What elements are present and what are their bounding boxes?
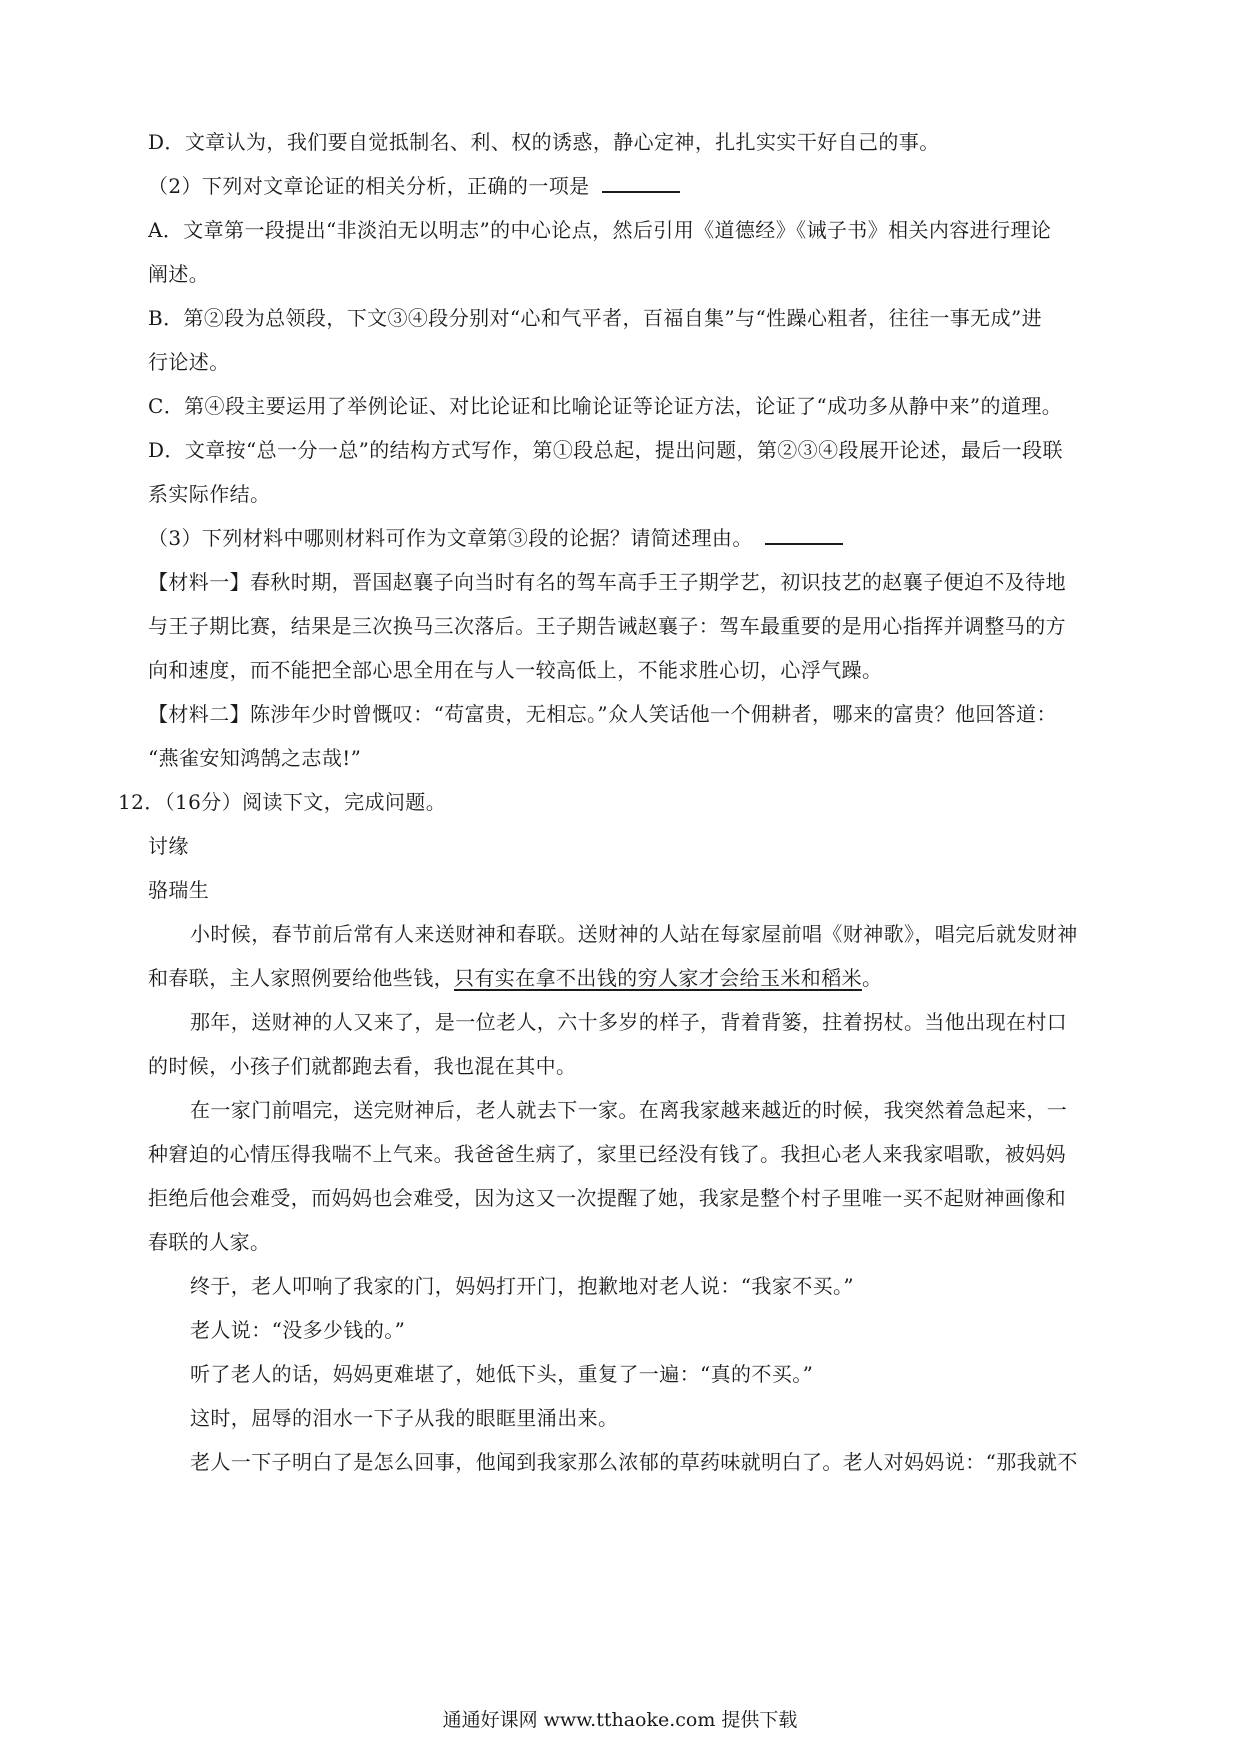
article-author: 骆瑞生 [148,878,210,902]
option-a-line1: A．文章第一段提出“非淡泊无以明志”的中心论点，然后引用《道德经》《诫子书》相关内容进行理论 [148,218,1052,242]
answer-blank[interactable] [765,525,843,545]
paragraph-5: 老人说：“没多少钱的。” [190,1318,406,1342]
question-11-sub3-prompt [148,524,843,552]
question-11-sub2-prompt [148,172,680,200]
material-one-line2: 与王子期比赛，结果是三次换马三次落后。王子期告诫赵襄子：驾车最重要的是用心指挥并调整马的方 [148,614,1066,638]
paragraph-3-line2: 种窘迫的心情压得我喘不上气来。我爸爸生病了，家里已经没有钱了。我担心老人来我家唱歌，被妈妈 [148,1142,1066,1166]
option-a-line2: 阐述。 [148,262,210,286]
paragraph-1-line1: 小时候，春节前后常有人来送财神和春联。送财神的人站在每家屋前唱《财神歌》，唱完后就发财神 [190,922,1078,946]
material-one-line1: 【材料一】春秋时期，晋国赵襄子向当时有名的驾车高手王子期学艺，初识技艺的赵襄子便迫不及待地 [148,570,1066,594]
option-c-line1: C．第④段主要运用了举例论证、对比论证和比喻论证等论证方法，论证了“成功多从静中来”的道理。 [148,394,1063,418]
option-b-line1: B．第②段为总领段，下文③④段分别对“心和气平者，百福自集”与“性躁心粗者，往往一事无成”进 [148,306,1042,330]
paragraph-1-line2 [148,964,882,992]
paragraph-3-line1: 在一家门前唱完，送完财神后，老人就去下一家。在离我家越来越近的时候，我突然着急起来，一 [190,1098,1068,1122]
paragraph-3-line4: 春联的人家。 [148,1230,271,1254]
option-b-line2: 行论述。 [148,350,230,374]
paragraph-7: 这时，屈辱的泪水一下子从我的眼眶里涌出来。 [190,1406,619,1430]
question-12-heading: 12．（16分）阅读下文，完成问题。 [118,790,447,814]
text-segment: 。 [862,966,883,990]
material-two-line1: 【材料二】陈涉年少时曾慨叹：“苟富贵，无相忘。”众人笑话他一个佣耕者，哪来的富贵？他回答道： [148,702,1057,726]
paragraph-2-line2: 的时候，小孩子们就都跑去看，我也混在其中。 [148,1054,577,1078]
material-two-line2: “燕雀安知鸿鹄之志哉!” [148,746,362,770]
underlined-sentence: 只有实在拿不出钱的穷人家才会给玉米和稻米 [454,966,862,990]
article-title: 讨缘 [148,834,189,858]
question-11-2-option-d-prev: D．文章认为，我们要自觉抵制名、利、权的诱惑，静心定神，扎扎实实干好自己的事。 [148,130,940,154]
material-one-line3: 向和速度，而不能把全部心思全用在与人一较高低上，不能求胜心切，心浮气躁。 [148,658,883,682]
answer-blank[interactable] [602,173,680,193]
text-segment: 和春联，主人家照例要给他些钱， [148,966,454,990]
paragraph-3-line3: 拒绝后他会难受，而妈妈也会难受，因为这又一次提醒了她，我家是整个村子里唯一买不起财神画像和 [148,1186,1066,1210]
option-d-line2: 系实际作结。 [148,482,271,506]
prompt-text: （2）下列对文章论证的相关分析，正确的一项是 [148,174,590,198]
prompt-text: （3）下列材料中哪则材料可作为文章第③段的论据？请简述理由。 [148,526,753,550]
paragraph-4: 终于，老人叩响了我家的门，妈妈打开门，抱歉地对老人说：“我家不买。” [190,1274,855,1298]
paragraph-6: 听了老人的话，妈妈更难堪了，她低下头，重复了一遍：“真的不买。” [190,1362,814,1386]
page-footer: 通通好课网 www.tthaoke.com 提供下载 [442,1709,798,1731]
paragraph-8-line1: 老人一下子明白了是怎么回事，他闻到我家那么浓郁的草药味就明白了。老人对妈妈说：“那我就不 [190,1450,1078,1474]
option-d-line1: D．文章按“总一分一总”的结构方式写作，第①段总起，提出问题，第②③④段展开论述，最后一段联 [148,438,1063,462]
paragraph-2-line1: 那年，送财神的人又来了，是一位老人，六十多岁的样子，背着背篓，拄着拐杖。当他出现在村口 [190,1010,1068,1034]
